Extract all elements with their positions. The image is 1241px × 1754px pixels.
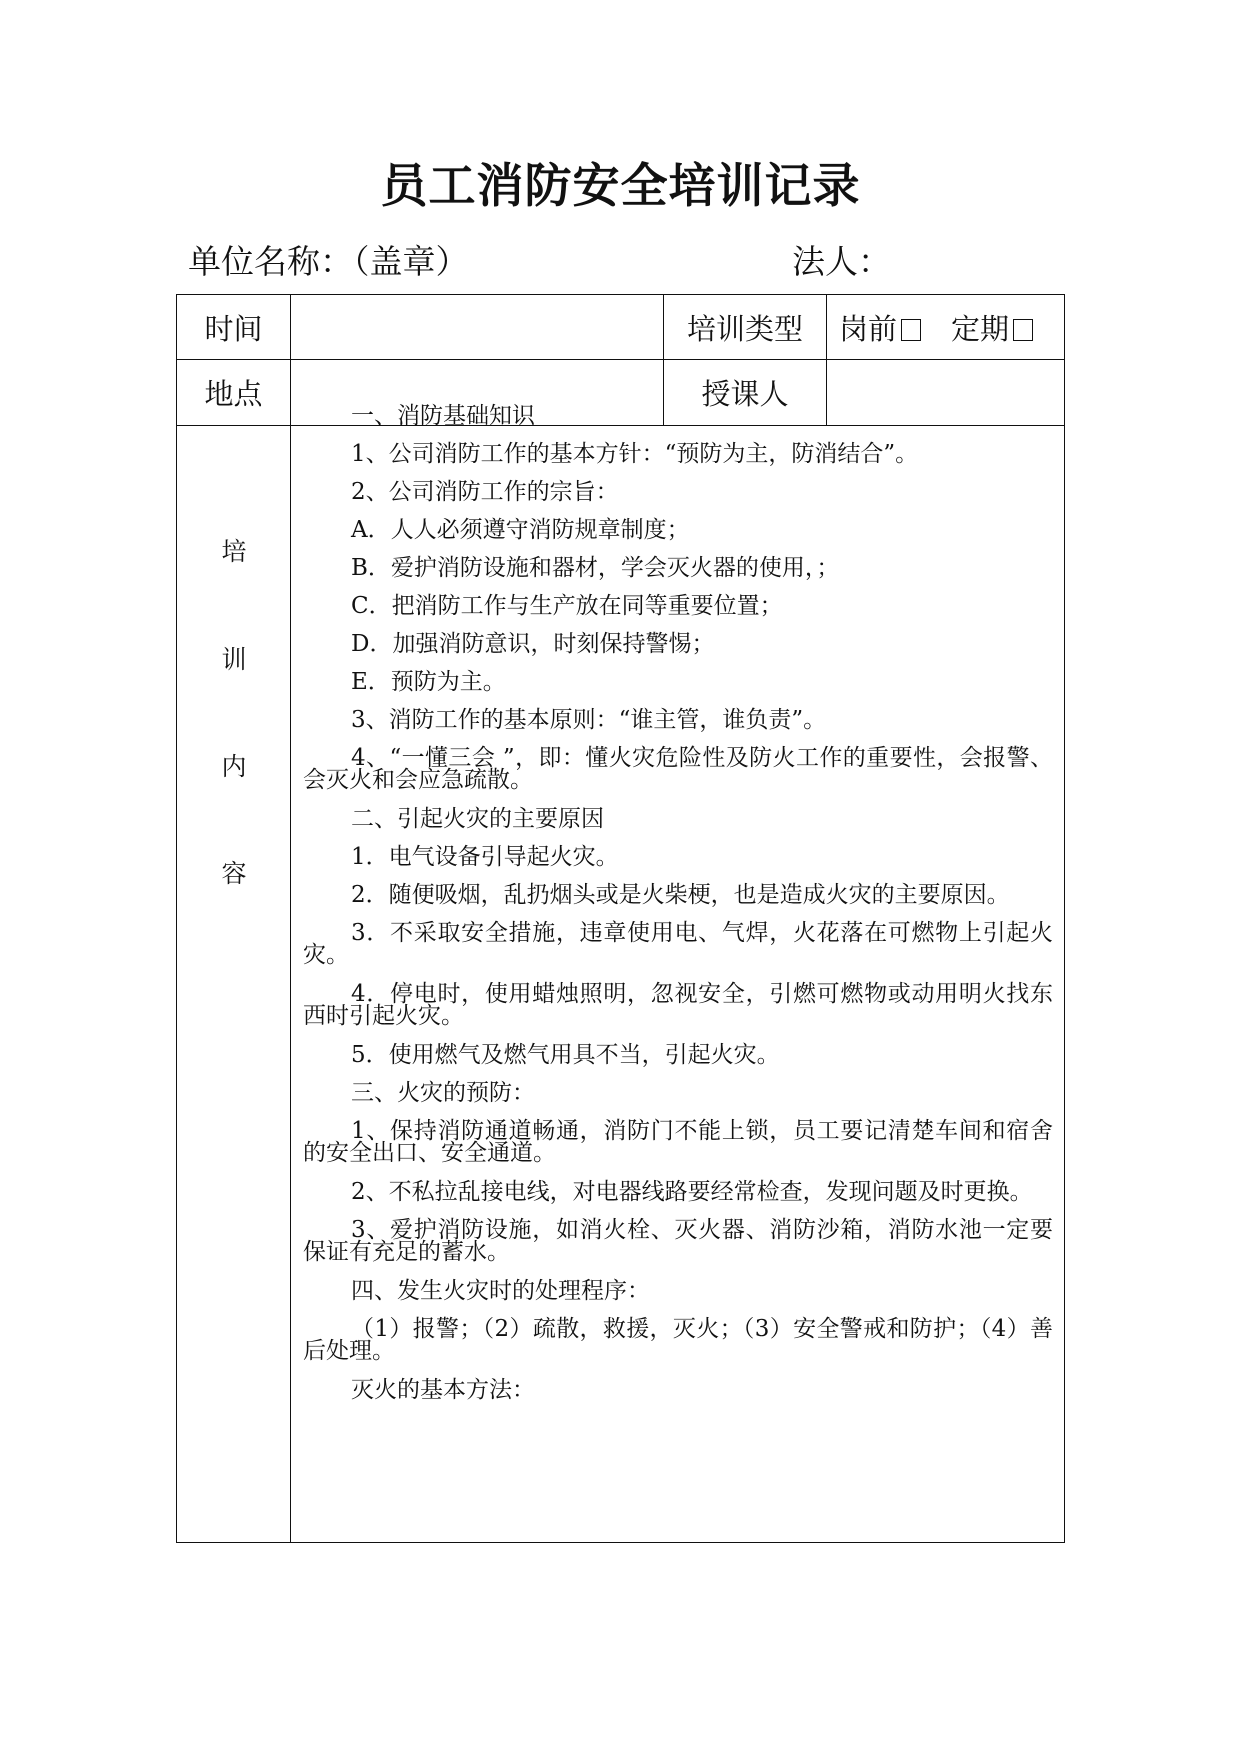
- page-title: 员工消防安全培训记录: [380, 159, 861, 214]
- column-divider: [290, 295, 291, 1542]
- content-line: C．把消防工作与生产放在同等重要位置；: [351, 593, 783, 619]
- content-line: （1）报警；（2）疏散，救援，灭火；（3）安全警戒和防护；（4）善后处理。: [303, 1316, 1053, 1364]
- option-periodic[interactable]: [951, 307, 1033, 348]
- content-line: 3、消防工作的基本原则：“谁主管，谁负责”。: [351, 707, 827, 733]
- content-line: 一、消防基础知识: [351, 403, 535, 429]
- content-label-char: 培: [221, 537, 247, 566]
- option-pre-job-label: 岗前: [839, 311, 898, 346]
- content-line: 3、爱护消防设施，如消火栓、灭火器、消防沙箱，消防水池一定要保证有充足的蓄水。: [303, 1217, 1053, 1265]
- training-record-table: [176, 294, 1065, 1543]
- content-line: 3．不采取安全措施，违章使用电、气焊，火花落在可燃物上引起火灾。: [303, 920, 1053, 968]
- place-label: 地点: [204, 377, 263, 411]
- content-line: 4．停电时，使用蜡烛照明，忽视安全，引燃可燃物或动用明火找东西时引起火灾。: [303, 981, 1053, 1029]
- option-periodic-label: 定期: [951, 311, 1010, 346]
- legal-person-label: 法人：: [792, 242, 891, 281]
- content-line: 四、发生火灾时的处理程序：: [351, 1278, 650, 1304]
- training-content: [303, 405, 1053, 1417]
- content-line: 5．使用燃气及燃气用具不当，引起火灾。: [351, 1042, 780, 1068]
- content-line: 2．随便吸烟，乱扔烟头或是火柴梗，也是造成火灾的主要原因。: [351, 882, 1010, 908]
- time-value[interactable]: [291, 295, 663, 359]
- content-label-char: 内: [221, 752, 247, 781]
- content-line: D．加强消防意识，时刻保持警惕；: [351, 631, 715, 657]
- time-label: 时间: [204, 311, 263, 346]
- content-label-char: 训: [221, 645, 247, 674]
- content-line: 2、公司消防工作的宗旨：: [351, 479, 619, 505]
- content-line: 4、“一懂三会 ”，即：懂火灾危险性及防火工作的重要性，会报警、会灭火和会应急疏散。: [303, 745, 1053, 793]
- training-type-label: 培训类型: [686, 311, 803, 346]
- unit-name-label: 单位名称：（盖章）: [188, 242, 469, 281]
- content-label-char: 容: [221, 859, 247, 888]
- content-line: E．预防为主。: [351, 669, 506, 695]
- content-line: 灭火的基本方法：: [351, 1377, 535, 1403]
- checkbox-pre-job-icon[interactable]: [901, 319, 921, 341]
- content-line: 二、引起火灾的主要原因: [351, 806, 604, 832]
- option-pre-job[interactable]: [839, 307, 921, 348]
- content-line: B．爱护消防设施和器材，学会灭火器的使用，；: [351, 555, 840, 581]
- content-line: 三、火灾的预防：: [351, 1080, 535, 1106]
- content-line: 1．电气设备引导起火灾。: [351, 844, 619, 870]
- content-line: 1、公司消防工作的基本方针：“预防为主，防消结合”。: [351, 441, 919, 467]
- content-line: A．人人必须遵守消防规章制度；: [351, 517, 690, 543]
- checkbox-periodic-icon[interactable]: [1013, 319, 1033, 341]
- training-type-options: [839, 295, 1064, 359]
- content-line: 1、保持消防通道畅通，消防门不能上锁，员工要记清楚车间和宿舍的安全出口、安全通道。: [303, 1118, 1053, 1166]
- content-line: 2、不私拉乱接电线，对电器线路要经常检查，发现问题及时更换。: [351, 1179, 1033, 1205]
- lecturer-label: 授课人: [701, 377, 789, 411]
